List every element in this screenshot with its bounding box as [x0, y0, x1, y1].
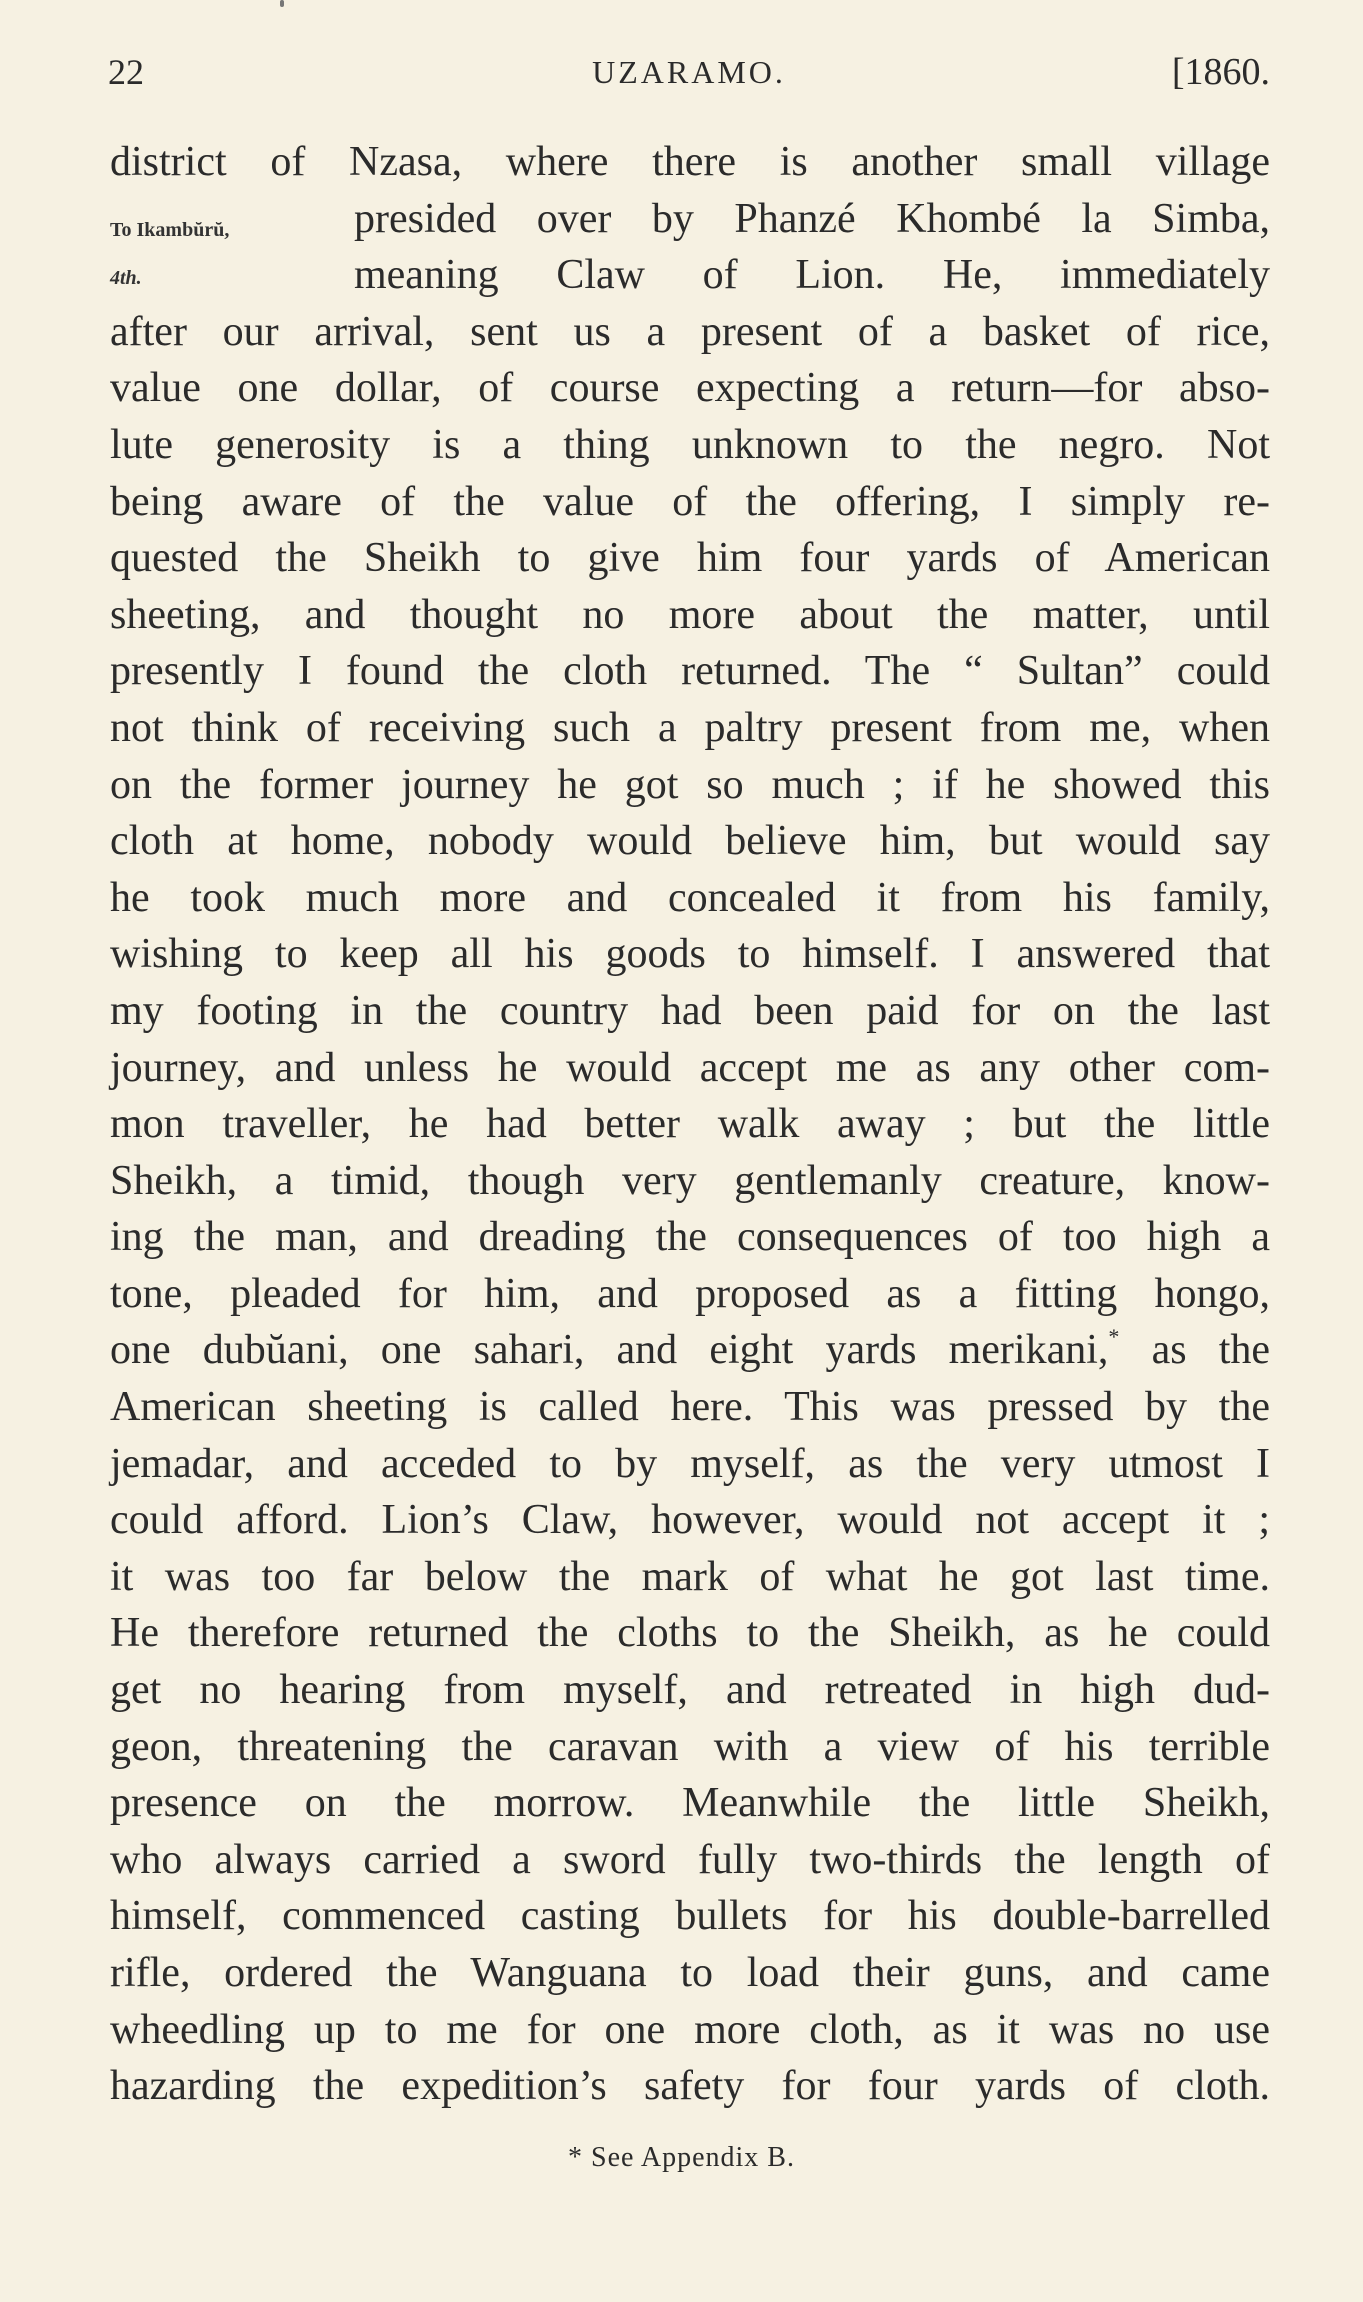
body-line-with-footnote	[110, 1322, 1270, 1379]
body-line: geon, threatening the caravan with a view of his terrible	[110, 1723, 1270, 1770]
body-line: hazarding the expedition’s safety for four yards of cloth.	[110, 2063, 1270, 2110]
running-title: UZARAMO.	[592, 54, 786, 90]
body-line: himself, commenced casting bullets for his double-barrelled	[110, 1893, 1270, 1940]
body-line: tone, pleaded for him, and proposed as a fitting hongo,	[110, 1270, 1270, 1317]
body-line: get no hearing from myself, and retreated in high dud-	[110, 1667, 1270, 1714]
line-text: one dubŭani, one sahari, and eight yards merikani,	[110, 1327, 1109, 1374]
body-line: presided over by Phanzé Khombé la Simba,	[354, 195, 1270, 242]
body-line: wheedling up to me for one more cloth, as it was no use	[110, 2006, 1270, 2053]
body-line: he took much more and concealed it from his family,	[110, 874, 1270, 921]
body-line: journey, and unless he would accept me as any other com-	[110, 1044, 1270, 1091]
body-line: wishing to keep all his goods to himself. I answered that	[110, 931, 1270, 978]
body-line: being aware of the value of the offering, I simply re-	[110, 478, 1270, 525]
body-line: ing the man, and dreading the consequences of too high a	[110, 1214, 1270, 1261]
body-line: He therefore returned the cloths to the Sheikh, as he could	[110, 1610, 1270, 1657]
body-line: my footing in the country had been paid for on the last	[110, 987, 1270, 1034]
body-line: American sheeting is called here. This was pressed by the	[110, 1384, 1270, 1431]
body-line: sheeting, and thought no more about the matter, until	[110, 591, 1270, 638]
footnote-marker: *	[1108, 1324, 1120, 1350]
body-line: rifle, ordered the Wanguana to load their guns, and came	[110, 1950, 1270, 1996]
body-line: after our arrival, sent us a present of a basket of rice,	[110, 308, 1270, 355]
body-line: cloth at home, nobody would believe him, but would say	[110, 818, 1270, 865]
body-line: lute generosity is a thing unknown to the negro. Not	[110, 421, 1270, 468]
body-line: value one dollar, of course expecting a return—for abso-	[110, 365, 1270, 412]
line-tail: as the	[1151, 1327, 1271, 1374]
print-speck	[280, 0, 284, 7]
body-line: it was too far below the mark of what he got last time.	[110, 1553, 1270, 1600]
body-line: not think of receiving such a paltry present from me, when	[110, 704, 1270, 751]
body-line: meaning Claw of Lion. He, immediately	[354, 252, 1270, 299]
marginal-note-line-2: 4th.	[110, 267, 142, 289]
body-line: Sheikh, a timid, though very gentlemanly creature, know-	[110, 1157, 1270, 1204]
body-line: quested the Sheikh to give him four yards of American	[110, 535, 1270, 582]
body-line: on the former journey he got so much ; if he showed this	[110, 761, 1270, 808]
body-line: who always carried a sword fully two-thirds the length of	[110, 1836, 1270, 1883]
body-line: mon traveller, he had better walk away ; but the little	[110, 1101, 1270, 1148]
running-header	[108, 46, 1270, 98]
footnote: * See Appendix B.	[568, 2142, 795, 2173]
header-year: [1860.	[1171, 51, 1270, 93]
body-line: jemadar, and acceded to by myself, as the very utmost I	[110, 1440, 1270, 1487]
page-number: 22	[108, 52, 144, 92]
body-line: district of Nzasa, where there is another small village	[110, 139, 1270, 185]
body-line: presently I found the cloth returned. The “ Sultan” could	[110, 648, 1270, 695]
body-line: could afford. Lion’s Claw, however, would not accept it ;	[110, 1497, 1270, 1544]
marginal-note-line-1: To Ikambŭrŭ,	[110, 219, 230, 241]
body-text	[110, 134, 1270, 2115]
body-line: presence on the morrow. Meanwhile the little Sheikh,	[110, 1780, 1270, 1827]
